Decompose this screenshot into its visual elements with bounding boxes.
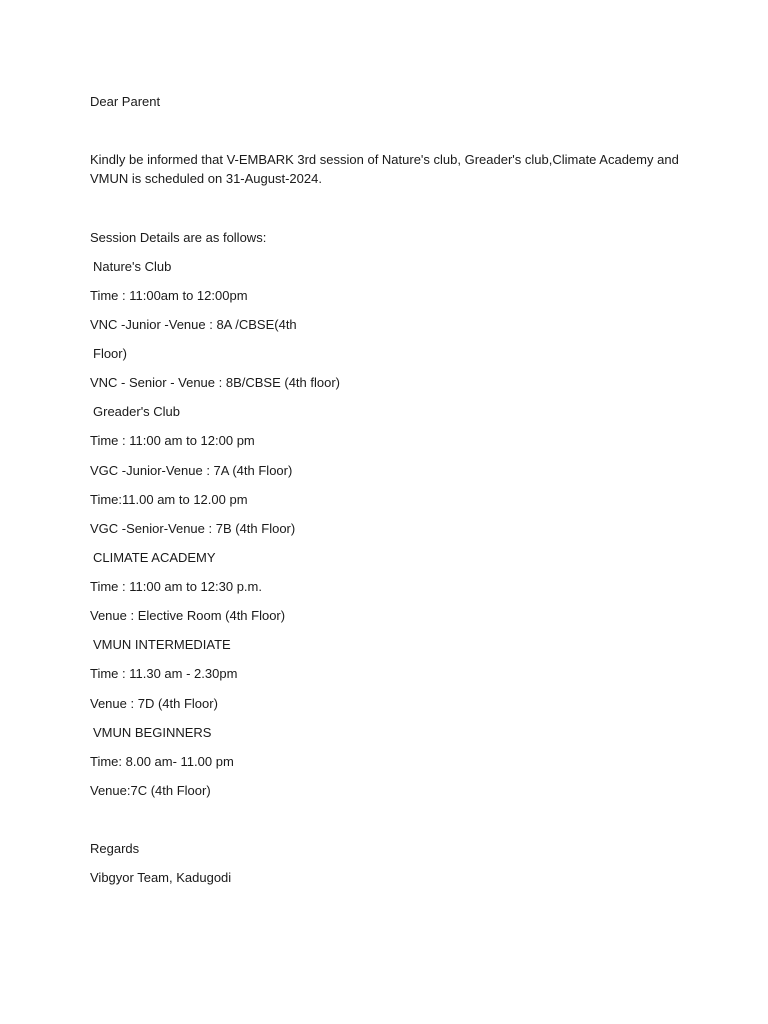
vmun-beginners-heading: VMUN BEGINNERS bbox=[93, 725, 212, 740]
climate-academy-heading: CLIMATE ACADEMY bbox=[93, 550, 216, 565]
natures-club-junior-venue-line-1: VNC -Junior -Venue : 8A /CBSE(4th bbox=[90, 317, 297, 332]
greaders-club-time: Time : 11:00 am to 12:00 pm bbox=[90, 433, 255, 448]
intro-line-1: Kindly be informed that V-EMBARK 3rd session of Nature's club, Greader's club,Climate Academy and bbox=[90, 152, 679, 167]
vmun-intermediate-time: Time : 11.30 am - 2.30pm bbox=[90, 666, 238, 681]
climate-academy-time: Time : 11:00 am to 12:30 p.m. bbox=[90, 579, 262, 594]
natures-club-heading: Nature's Club bbox=[93, 259, 172, 274]
natures-club-time: Time : 11:00am to 12:00pm bbox=[90, 288, 248, 303]
greaders-club-senior-venue: VGC -Senior-Venue : 7B (4th Floor) bbox=[90, 521, 296, 536]
natures-club-junior-venue-line-2: Floor) bbox=[93, 346, 127, 361]
salutation: Dear Parent bbox=[90, 94, 161, 109]
vmun-beginners-venue: Venue:7C (4th Floor) bbox=[90, 783, 211, 798]
details-heading: Session Details are as follows: bbox=[90, 230, 267, 245]
greaders-club-junior-venue: VGC -Junior-Venue : 7A (4th Floor) bbox=[90, 463, 293, 478]
vmun-intermediate-venue: Venue : 7D (4th Floor) bbox=[90, 696, 218, 711]
vmun-intermediate-heading: VMUN INTERMEDIATE bbox=[93, 637, 231, 652]
greaders-club-time-2: Time:11.00 am to 12.00 pm bbox=[90, 492, 248, 507]
natures-club-senior-venue: VNC - Senior - Venue : 8B/CBSE (4th floor) bbox=[90, 375, 340, 390]
greaders-club-heading: Greader's Club bbox=[93, 404, 181, 419]
signature: Vibgyor Team, Kadugodi bbox=[90, 870, 232, 885]
climate-academy-venue: Venue : Elective Room (4th Floor) bbox=[90, 608, 286, 623]
intro-line-2: VMUN is scheduled on 31-August-2024. bbox=[90, 171, 322, 186]
vmun-beginners-time: Time: 8.00 am- 11.00 pm bbox=[90, 754, 234, 769]
closing: Regards bbox=[90, 841, 140, 856]
